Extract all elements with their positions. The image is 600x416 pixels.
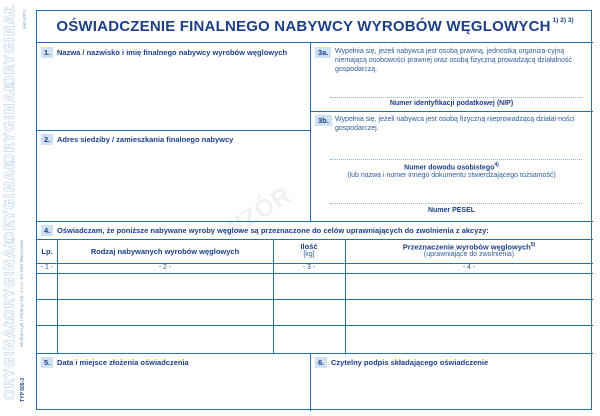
pesel-input-line[interactable] bbox=[330, 203, 582, 204]
section-label: Czytelny podpis składającego oświadczenie bbox=[331, 358, 489, 367]
strip-word: ORYGINAŁ bbox=[3, 4, 18, 87]
footnote-mark: 4) bbox=[494, 162, 499, 168]
title-footnotes: 1) 2) 3) bbox=[552, 17, 574, 24]
column-header-unit: [kg] bbox=[303, 251, 315, 258]
watermark: WZÓR bbox=[216, 181, 297, 246]
section-number: 1. bbox=[41, 47, 53, 58]
divider bbox=[37, 221, 593, 222]
strip-word: ORYGINAŁ bbox=[3, 318, 18, 401]
table-row[interactable] bbox=[37, 274, 593, 299]
table-row[interactable] bbox=[37, 300, 593, 325]
strip-word: ORYGINAŁ bbox=[3, 82, 18, 165]
section-number: 6. bbox=[315, 357, 327, 368]
section-5-date-place-field[interactable] bbox=[37, 353, 310, 411]
column-header-type: Rodzaj nabywanych wyrobów węglowych bbox=[90, 247, 240, 256]
section-number: 2. bbox=[41, 134, 53, 145]
title-text: OŚWIADCZENIE FINALNEGO NABYWCY WYROBÓW WĘGLOWYCH bbox=[56, 18, 551, 35]
left-strip bbox=[0, 0, 30, 416]
column-header-lp: Lp. bbox=[41, 247, 53, 256]
section-1-name-field[interactable] bbox=[37, 43, 310, 130]
strip-micro-text: Michalczyk i Prokop Sp. z o.o. 02-000 Warszawa bbox=[19, 240, 24, 347]
id-card-caption bbox=[310, 162, 593, 171]
form-id: TYP 505-3 bbox=[20, 378, 26, 402]
pesel-caption: Numer PESEL bbox=[427, 207, 476, 214]
id-card-label: Numer dowodu osobistego bbox=[404, 164, 495, 172]
column-number: - 3 - bbox=[302, 264, 316, 271]
section-number: 3a. bbox=[315, 47, 331, 58]
section-note: Wypełnia się, jeżeli nabywca jest osobą fizyczną nieprowadzącą działal-ności gospodarczej. bbox=[335, 116, 575, 132]
strip-code: MiD-EPO bbox=[22, 10, 27, 29]
declaration-form bbox=[36, 10, 592, 410]
column-number: - 1 - bbox=[40, 264, 54, 271]
section-3a bbox=[310, 43, 593, 111]
column-number: - 2 - bbox=[158, 264, 172, 271]
section-label: Adres siedziby / zamieszkania finalnego nabywcy bbox=[57, 135, 234, 144]
id-card-subcaption: (lub nazwa i numer innego dokumentu stwierdzającego tożsamość) bbox=[347, 172, 556, 179]
strip-word: ORYGINAŁ bbox=[3, 238, 18, 321]
table-border bbox=[37, 239, 593, 240]
section-number: 4. bbox=[41, 225, 53, 236]
column-header-purpose-sub: (uprawniające do zwolnienia) bbox=[423, 251, 515, 258]
nip-caption: Numer identyfikacji podatkowej (NIP) bbox=[389, 100, 514, 107]
section-4-label: Oświadczam, że poniższe nabywane wyroby węglowe są przeznaczone do celów uprawniających do zwolnienia z akcyzy: bbox=[57, 226, 489, 235]
purpose-label: Przeznaczenie wyrobów węglowych bbox=[402, 242, 531, 252]
table-row[interactable] bbox=[37, 326, 593, 353]
strip-word: ORYGINAŁ bbox=[3, 160, 18, 243]
id-card-input-line[interactable] bbox=[330, 159, 582, 160]
section-3b bbox=[310, 111, 593, 221]
section-label: Nazwa / nazwisko i imię finalnego nabywcy wyrobów węglowych bbox=[57, 48, 288, 57]
column-header-quantity: Ilość bbox=[300, 242, 318, 251]
section-number: 5. bbox=[41, 357, 53, 368]
section-number: 3b. bbox=[315, 115, 332, 126]
column-number: - 4 - bbox=[462, 264, 476, 271]
section-note: Wypełnia się, jeżeli nabywca jest osobą prawną, jednostką organiza-cyjną niemającą osobowości prawnej oraz osobą fizyczną prowadzącą działalność gospodarczą. bbox=[335, 48, 572, 73]
nip-input-line[interactable] bbox=[330, 97, 582, 98]
goods-table bbox=[37, 239, 593, 353]
form-title bbox=[37, 11, 593, 43]
footnote-mark: 5) bbox=[530, 242, 536, 248]
section-label: Data i miejsce złożenia oświadczenia bbox=[57, 358, 189, 367]
section-6-signature-field[interactable] bbox=[310, 353, 593, 411]
section-2-address-field[interactable] bbox=[37, 130, 310, 221]
